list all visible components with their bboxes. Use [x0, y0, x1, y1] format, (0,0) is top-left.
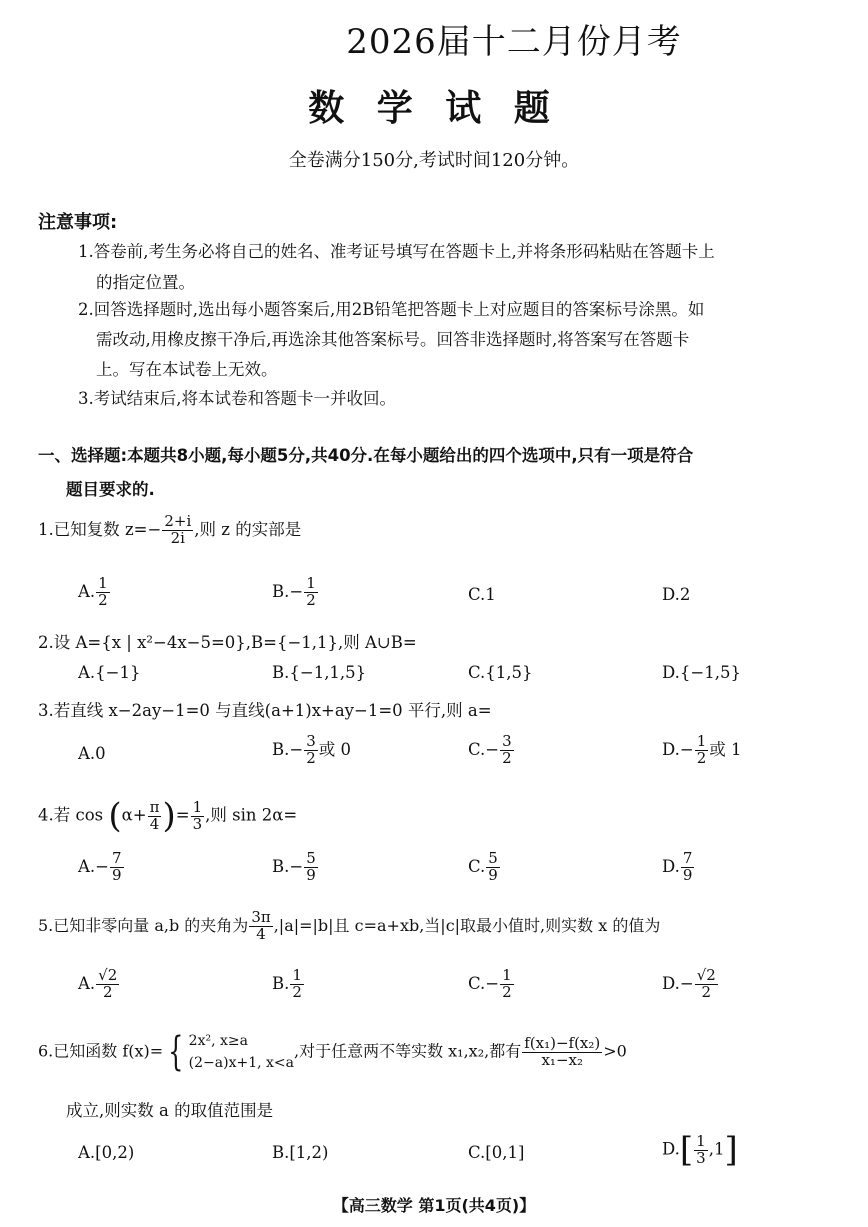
question-6-cont: 成立,则实数 a 的取值范围是 [66, 1101, 274, 1120]
q1-option-a: A. $\frac{1}{2}$ [78, 574, 108, 609]
notice-heading: 注意事项: [38, 212, 118, 233]
page-footer: 【高三数学 第1页(共4页)】 [332, 1196, 536, 1215]
q5-option-b: B. $\frac{1}{2}$ [272, 966, 302, 1001]
question-6: 6.已知函数 f(x)= { 2x², x≥a (2−a)x+1, x<a,对于任意两不等实数 x₁,x₂,都有 $\frac{\text{f(x₁)−f(x₂)}}{\text{x₁−x₂}}$ >0 [38, 1029, 627, 1075]
q1-stem-pre: 1.已知复数 z=− [38, 519, 162, 539]
q6-option-d: D.[ $\frac{1}{3}$ ,1] [662, 1130, 738, 1170]
q6-option-b: B.[1,2) [272, 1143, 329, 1162]
question-4: 4.若 cos (α+ $\frac{\pi}{4}$ )= $\frac{1}{3}$ ,则 sin 2α= [38, 796, 298, 836]
q4-option-d: D. $\frac{7}{9}$ [662, 849, 693, 884]
exam-title: 2026届十二月份月考 [346, 22, 682, 62]
fraction: $\frac{2+i}{2i}$ [164, 512, 192, 547]
q3-option-c: C.− $\frac{3}{2}$ [468, 732, 512, 767]
q6-option-a: A.[0,2) [78, 1143, 135, 1162]
q5-option-c: C.− $\frac{1}{2}$ [468, 966, 512, 1001]
q2-option-d: D.{−1,5} [662, 663, 741, 682]
q1-option-d: D.2 [662, 585, 691, 604]
notice-line: 3.考试结束后,将本试卷和答题卡一并收回。 [78, 389, 396, 408]
notice-line: 的指定位置。 [96, 273, 195, 292]
question-3: 3.若直线 x−2ay−1=0 与直线(a+1)x+ay−1=0 平行,则 a= [38, 701, 492, 720]
exam-info: 全卷满分150分,考试时间120分钟。 [288, 150, 580, 171]
notice-line: 1.答卷前,考生务必将自己的姓名、准考证号填写在答题卡上,并将条形码粘贴在答题卡上 [78, 242, 715, 261]
q5-option-d: D.− $\frac{√2}{2}$ [662, 966, 716, 1001]
q3-option-b: B.− $\frac{3}{2}$ 或 0 [272, 732, 351, 767]
q1-stem-post: ,则 z 的实部是 [194, 519, 302, 539]
q2-option-b: B.{−1,1,5} [272, 663, 367, 682]
notice-line: 上。写在本试卷上无效。 [96, 360, 278, 379]
q2-option-c: C.{1,5} [468, 663, 533, 682]
question-2: 2.设 A={x | x²−4x−5=0},B={−1,1},则 A∪B= [38, 633, 417, 652]
q6-option-c: C.[0,1] [468, 1143, 525, 1162]
q4-option-b: B.− $\frac{5}{9}$ [272, 849, 316, 884]
q5-option-a: A. $\frac{√2}{2}$ [78, 966, 118, 1001]
notice-line: 需改动,用橡皮擦干净后,再选涂其他答案标号。回答非选择题时,将答案写在答题卡 [96, 330, 690, 349]
question-1 [38, 514, 301, 547]
subject-title: 数 学 试 题 [308, 87, 560, 129]
q1-option-c: C.1 [468, 585, 496, 604]
section-heading: 一、选择题:本题共8小题,每小题5分,共40分.在每小题给出的四个选项中,只有一项是符合 [38, 446, 694, 465]
q3-option-d: D.− $\frac{1}{2}$ 或 1 [662, 732, 742, 767]
section-heading-cont: 题目要求的. [66, 480, 155, 499]
q1-option-b: B.− $\frac{1}{2}$ [272, 574, 316, 609]
notice-line: 2.回答选择题时,选出每小题答案后,用2B铅笔把答题卡上对应题目的答案标号涂黑。如 [78, 300, 705, 319]
q3-option-a: A.0 [78, 744, 106, 763]
question-5: 5.已知非零向量 a,b 的夹角为 $\frac{3\pi}{4}$ ,|a|=|b|且 c=a+xb,当|c|取最小值时,则实数 x 的值为 [38, 908, 661, 943]
q4-option-c: C. $\frac{5}{9}$ [468, 849, 498, 884]
q2-option-a: A.{−1} [78, 663, 141, 682]
piecewise-case-1: 2x², x≥a [188, 1033, 248, 1049]
piecewise-case-2: (2−a)x+1, x<a [188, 1055, 294, 1071]
q4-option-a: A.− $\frac{7}{9}$ [78, 849, 122, 884]
